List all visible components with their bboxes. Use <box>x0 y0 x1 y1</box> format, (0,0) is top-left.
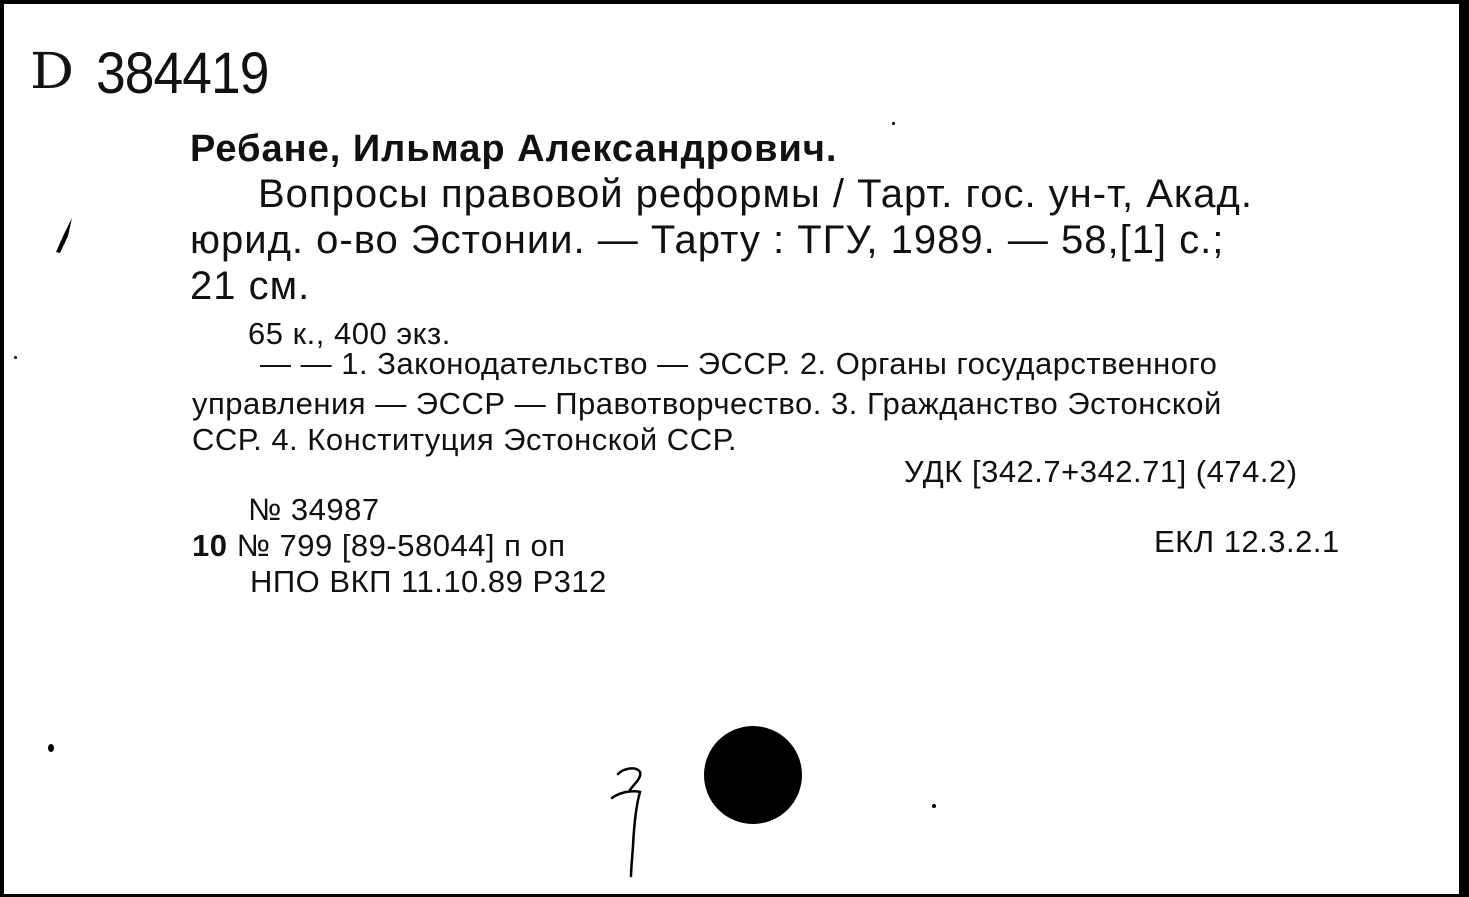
pencil-tick-icon <box>48 216 78 256</box>
order-details: № 799 [89-58044] п оп <box>236 528 566 563</box>
subject-line: — — 1. Законодательство — ЭССР. 2. Органы государственного <box>260 346 1218 381</box>
call-number-prefix: D <box>30 42 75 100</box>
price-and-print-run: 65 к., 400 экз. <box>248 316 451 351</box>
speck-mark <box>892 122 895 125</box>
title-line: юрид. о-во Эстонии. — Тарту : ТГУ, 1989. — 58,[1] с.; <box>190 218 1225 262</box>
punch-hole-icon <box>704 726 802 824</box>
order-line <box>192 528 566 564</box>
speck-mark <box>48 744 54 752</box>
speck-mark <box>932 804 936 808</box>
subject-line: ССР. 4. Конституция Эстонской ССР. <box>192 422 738 457</box>
udk-classification: УДК [342.7+342.71] (474.2) <box>904 454 1298 489</box>
speck-mark <box>14 356 17 359</box>
order-prefix: 10 <box>192 528 228 563</box>
title-line: Вопросы правовой реформы / Тарт. гос. ун-т, Акад. <box>258 172 1253 216</box>
call-number: 384419 <box>96 41 269 106</box>
subject-line: управления — ЭССР — Правотворчество. 3. Гражданство Эстонской <box>192 386 1222 421</box>
record-number: № 34987 <box>248 492 380 527</box>
handwritten-digit-icon <box>600 756 660 881</box>
author-heading: Ребане, Ильмар Александрович. <box>190 128 838 170</box>
ekl-classification: ЕКЛ 12.3.2.1 <box>1154 524 1340 559</box>
title-line: 21 см. <box>190 264 311 308</box>
printer-imprint: НПО ВКП 11.10.89 Р312 <box>250 564 607 599</box>
